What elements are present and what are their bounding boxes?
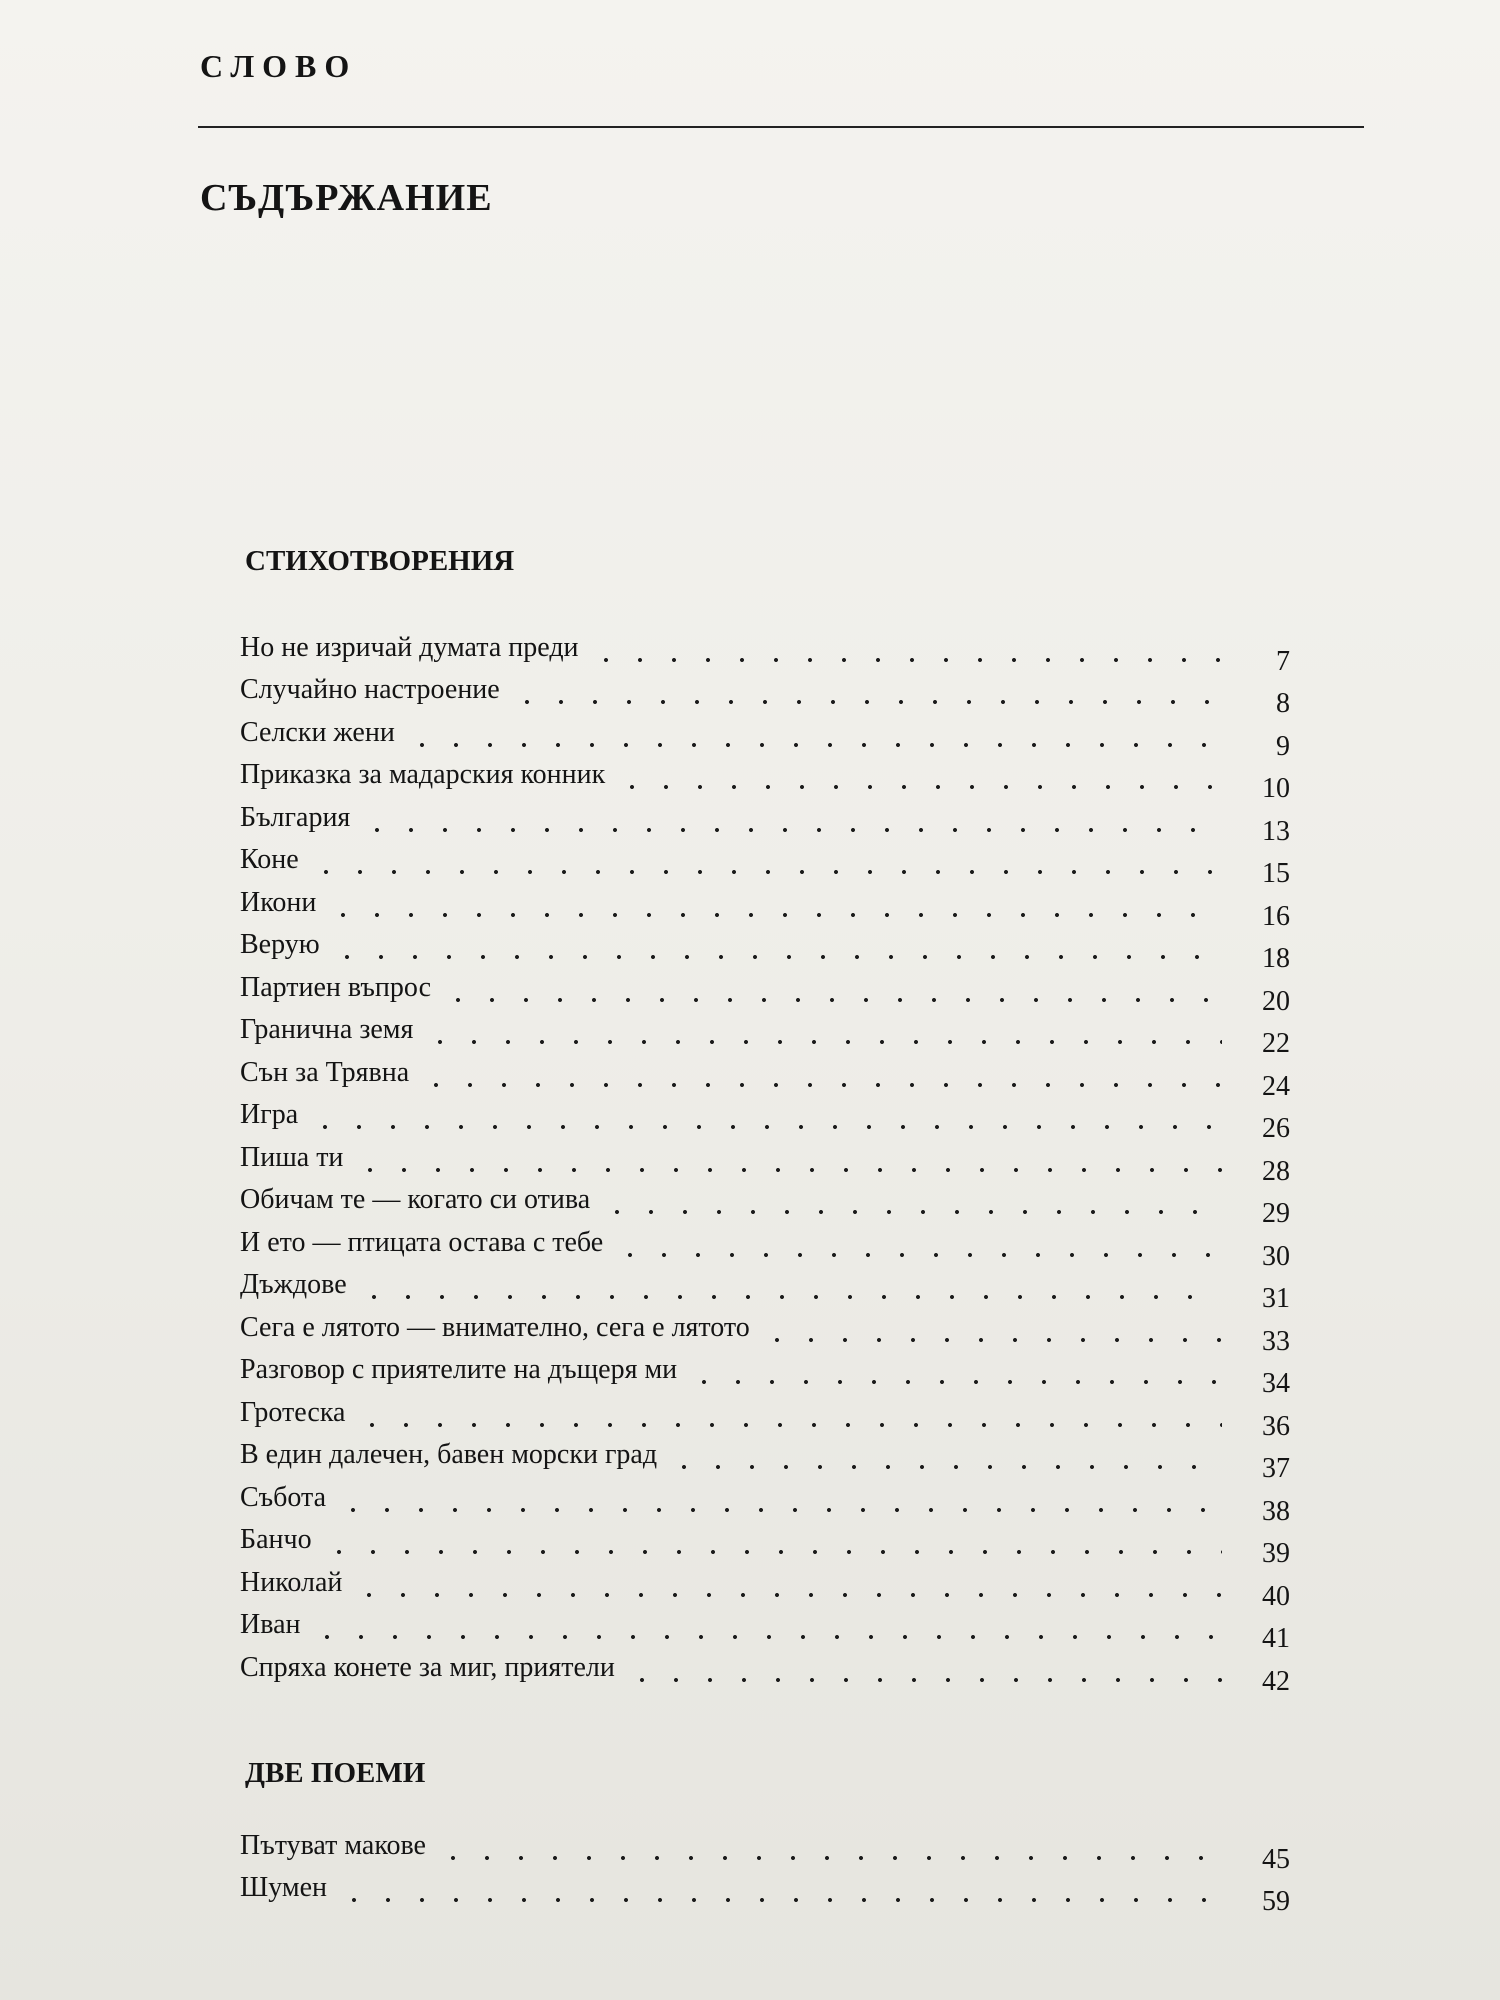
toc-entry: [240, 750, 1290, 804]
dot-leader: [330, 928, 1222, 962]
toc-entry: [240, 1430, 1290, 1484]
toc-entry: [240, 1642, 1290, 1697]
toc-entry-page-number: 20: [1262, 985, 1290, 1017]
dot-leader: [419, 1056, 1222, 1090]
toc-entry-title: Игра: [240, 1099, 299, 1130]
toc-entry-title: Верую: [240, 929, 320, 960]
toc-entry-title: Гротеска: [240, 1396, 346, 1428]
dot-leader: [310, 1608, 1222, 1642]
toc-entry-title: Приказка за мадарския конник: [240, 759, 606, 790]
toc-entry: [240, 1345, 1290, 1399]
toc-entry-title: Селски жени: [240, 716, 395, 748]
toc-entry-page-number: 7: [1276, 645, 1290, 677]
toc-entry-title: Но не изричай думата преди: [240, 631, 579, 663]
page-title: СЪДЪРЖАНИЕ: [200, 177, 493, 219]
toc-entry-title: Гранична земя: [240, 1014, 414, 1045]
toc-entry-title: Спряха конете за миг, приятели: [240, 1651, 615, 1683]
toc-entry: [240, 707, 1290, 762]
toc-entry: [240, 962, 1290, 1017]
dot-leader: [613, 1226, 1222, 1260]
toc-entry-title: Обичам те — когато си отива: [240, 1184, 591, 1215]
toc-entry-title: Пиша ти: [240, 1141, 344, 1173]
toc-entry-page-number: 16: [1262, 900, 1290, 932]
toc-entry-title: Партиен въпрос: [240, 971, 432, 1003]
toc-entry-page-number: 26: [1262, 1113, 1290, 1144]
toc-entry: [240, 1515, 1290, 1569]
dot-leader: [441, 971, 1222, 1005]
toc-entry-title: Банчо: [240, 1524, 312, 1555]
dot-leader: [436, 1829, 1222, 1863]
toc-entry-page-number: 40: [1262, 1580, 1290, 1612]
toc-entry-title: Събота: [240, 1481, 327, 1513]
toc-entry: [240, 665, 1290, 719]
section-title-poems: СТИХОТВОРЕНИЯ: [245, 545, 515, 577]
dot-leader: [336, 1481, 1222, 1515]
dot-leader: [625, 1651, 1222, 1685]
toc-entry-page-number: 31: [1262, 1283, 1290, 1314]
dot-leader: [309, 843, 1222, 877]
toc-entry: [240, 1005, 1290, 1059]
toc-entry-page-number: 42: [1262, 1665, 1290, 1697]
toc-entry-page-number: 13: [1262, 815, 1290, 847]
dot-leader: [405, 716, 1222, 750]
dot-leader: [357, 1268, 1222, 1302]
toc-entry-page-number: 22: [1262, 1028, 1290, 1059]
toc-entry: [240, 1047, 1290, 1102]
toc-entry: [240, 1217, 1290, 1272]
toc-entry-page-number: 37: [1262, 1453, 1290, 1484]
toc-entry-title: Шумен: [240, 1872, 328, 1903]
toc-entry-page-number: 59: [1262, 1886, 1290, 1917]
toc-entry-page-number: 33: [1262, 1325, 1290, 1357]
toc-entry-title: Пътуват макове: [240, 1829, 426, 1861]
toc-entry: [240, 1863, 1290, 1917]
dot-leader: [687, 1353, 1222, 1387]
toc-entry: [240, 1260, 1290, 1314]
toc-entry-page-number: 15: [1262, 858, 1290, 889]
section-title-two-poems: ДВЕ ПОЕМИ: [245, 1757, 426, 1789]
toc-entry-title: Сън за Трявна: [240, 1056, 410, 1088]
toc-entry-page-number: 45: [1262, 1843, 1290, 1875]
dot-leader: [423, 1013, 1222, 1047]
toc-entry: [240, 1600, 1290, 1654]
series-header: СЛОВО: [200, 48, 358, 84]
toc-entry-page-number: 29: [1262, 1198, 1290, 1229]
dot-leader: [510, 673, 1222, 707]
toc-entry: [240, 622, 1290, 677]
dot-leader: [308, 1098, 1222, 1132]
toc-entry-title: България: [240, 801, 351, 833]
dot-leader: [760, 1311, 1222, 1345]
toc-entry: [240, 1387, 1290, 1442]
toc-entry-title: Разговор с приятелите на дъщеря ми: [240, 1354, 678, 1385]
dot-leader: [326, 886, 1222, 920]
dot-leader: [322, 1523, 1222, 1557]
dot-leader: [355, 1396, 1222, 1430]
toc-entry: [240, 877, 1290, 932]
dot-leader: [352, 1566, 1222, 1600]
toc-entry: [240, 1132, 1290, 1187]
dot-leader: [615, 758, 1222, 792]
toc-entry-title: И ето — птицата остава с тебе: [240, 1226, 604, 1258]
toc-entry-title: Сега е лятото — внимателно, сега е лятото: [240, 1311, 750, 1343]
toc-entry-title: В един далечен, бавен морски град: [240, 1439, 658, 1470]
toc-entry: [240, 1175, 1290, 1229]
toc-entry: [240, 920, 1290, 974]
toc-entry: [240, 1302, 1290, 1357]
toc-entry: [240, 835, 1290, 889]
toc-entry-page-number: 41: [1262, 1623, 1290, 1654]
dot-leader: [353, 1141, 1222, 1175]
toc-entry-page-number: 10: [1262, 773, 1290, 804]
toc-entry: [240, 1090, 1290, 1144]
toc-entry-page-number: 39: [1262, 1538, 1290, 1569]
toc-entry: [240, 1472, 1290, 1527]
toc-entry: [240, 1820, 1290, 1875]
toc-entry-title: Коне: [240, 844, 299, 875]
toc-entry: [240, 1557, 1290, 1612]
dot-leader: [360, 801, 1222, 835]
toc-entry-title: Случайно настроение: [240, 674, 500, 705]
toc-entry-page-number: 24: [1262, 1070, 1290, 1102]
dot-leader: [667, 1438, 1222, 1472]
toc-entry: [240, 792, 1290, 847]
toc-entry-title: Николай: [240, 1566, 343, 1598]
toc-entry-page-number: 18: [1262, 943, 1290, 974]
toc-entry-title: Иван: [240, 1609, 301, 1640]
toc-list-poems: [240, 622, 1290, 1697]
toc-entry-page-number: 38: [1262, 1495, 1290, 1527]
dot-leader: [589, 631, 1222, 665]
toc-entry-page-number: 28: [1262, 1155, 1290, 1187]
toc-entry-page-number: 36: [1262, 1410, 1290, 1442]
toc-list-two-poems: [240, 1820, 1290, 1917]
dot-leader: [337, 1871, 1222, 1905]
dot-leader: [600, 1183, 1222, 1217]
toc-entry-page-number: 8: [1276, 688, 1290, 719]
toc-entry-title: Икони: [240, 886, 317, 918]
toc-entry-page-number: 30: [1262, 1240, 1290, 1272]
toc-entry-page-number: 9: [1276, 730, 1290, 762]
header-divider: [198, 126, 1364, 128]
toc-entry-title: Дъждове: [240, 1269, 347, 1300]
toc-entry-page-number: 34: [1262, 1368, 1290, 1399]
